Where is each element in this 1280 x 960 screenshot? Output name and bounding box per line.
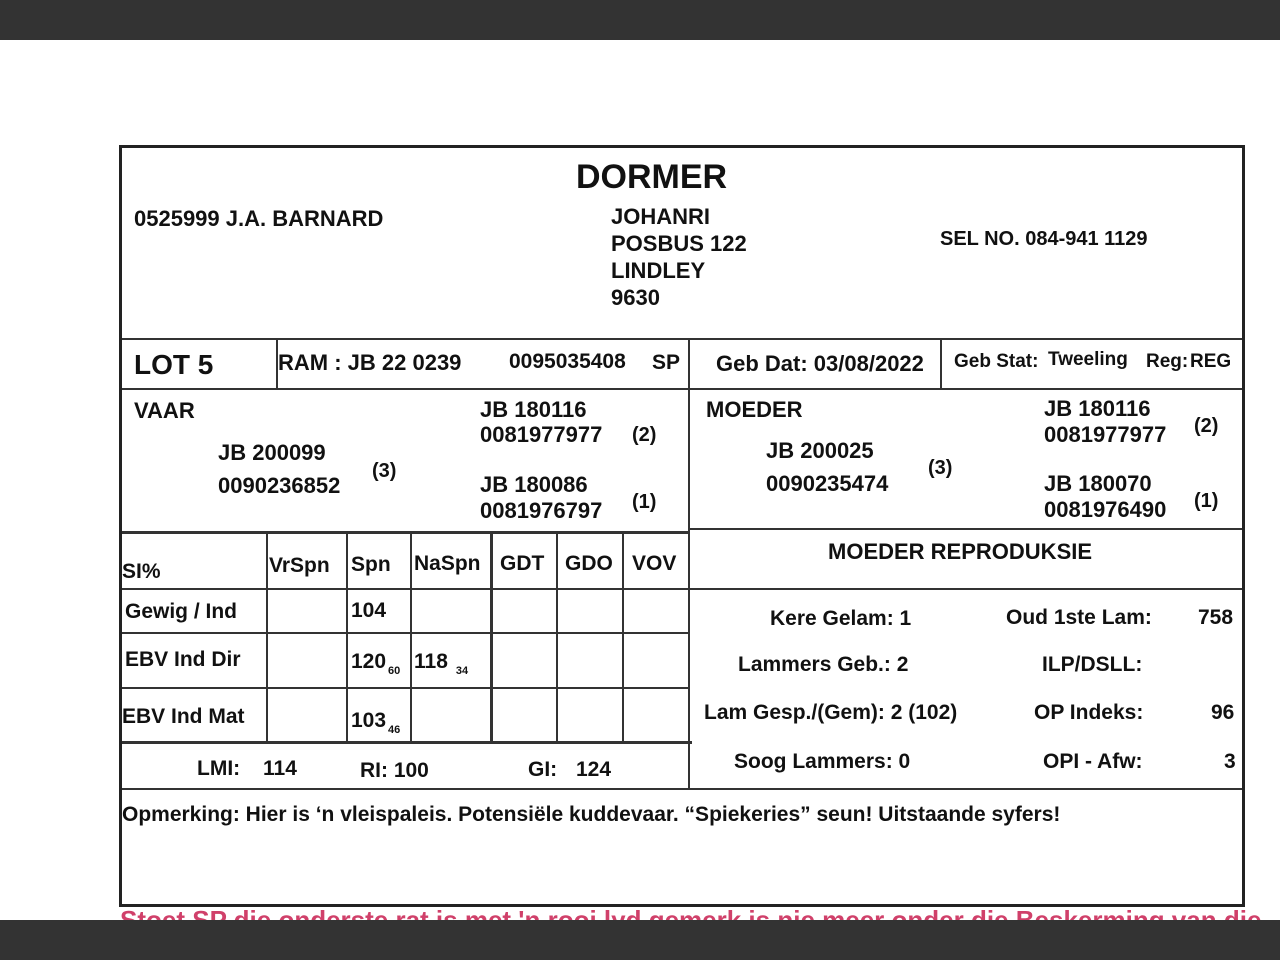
sire-dam-id: JB 180086 bbox=[480, 472, 588, 497]
oud-value: 758 bbox=[1198, 606, 1234, 629]
rule-lot bbox=[122, 388, 1242, 390]
bottom-dark-bar bbox=[0, 920, 1280, 960]
reproduction-title: MOEDER REPRODUKSIE bbox=[828, 539, 1093, 564]
table-header-spn: Spn bbox=[351, 553, 391, 576]
rule-remark bbox=[122, 788, 1242, 790]
rule-table-row2 bbox=[122, 632, 690, 634]
phone-number: SEL NO. 084-941 1129 bbox=[940, 228, 1148, 250]
ri-value: RI: 100 bbox=[360, 759, 429, 782]
op-value: 96 bbox=[1211, 701, 1235, 724]
rule-center bbox=[688, 338, 690, 788]
rule-col5 bbox=[556, 533, 558, 743]
rule-col2 bbox=[346, 533, 348, 743]
kere-gelam: Kere Gelam: 1 bbox=[770, 607, 912, 630]
address-line-4: 9630 bbox=[611, 285, 660, 310]
ilp-label: ILP/DSLL: bbox=[1042, 653, 1143, 676]
table-cell-spn-sub: 46 bbox=[388, 724, 401, 736]
oud-label: Oud 1ste Lam: bbox=[1006, 606, 1152, 629]
dam-sire-id: JB 180116 bbox=[1044, 396, 1151, 421]
sire-label: VAAR bbox=[134, 398, 195, 423]
birth-status-label: Geb Stat: bbox=[954, 351, 1039, 372]
rule-date-divider bbox=[940, 338, 942, 388]
address-line-2: POSBUS 122 bbox=[611, 231, 747, 256]
table-header-gdt: GDT bbox=[500, 552, 545, 575]
sire-id: JB 200099 bbox=[218, 440, 326, 465]
table-cell-spn-sub: 60 bbox=[388, 665, 401, 677]
sire-grade: (3) bbox=[372, 460, 397, 482]
lmi-label: LMI: bbox=[197, 757, 241, 780]
table-header-si: SI% bbox=[122, 560, 161, 583]
table-cell-spn: 104 bbox=[351, 599, 387, 622]
table-cell-spn: 120 $_{60}$ bbox=[351, 650, 401, 677]
dam-grade: (3) bbox=[928, 457, 953, 479]
table-cell-naspn-sub: 34 bbox=[455, 665, 469, 677]
op-label: OP Indeks: bbox=[1034, 701, 1144, 724]
sire-sire-grade: (2) bbox=[632, 424, 657, 446]
dam-sire-number: 0081977977 bbox=[1044, 422, 1167, 447]
rule-header bbox=[122, 338, 1242, 340]
rule-col6 bbox=[622, 533, 624, 743]
birth-date: Geb Dat: 03/08/2022 bbox=[716, 351, 924, 376]
cut-off-footer-text bbox=[120, 906, 1240, 920]
rule-table-row3-left bbox=[122, 687, 566, 689]
table-row-label: EBV Ind Dir bbox=[125, 648, 241, 671]
reg-label: Reg: bbox=[1146, 351, 1189, 372]
ram-number: 0095035408 bbox=[509, 350, 626, 373]
rule-col4 bbox=[490, 533, 493, 743]
rule-pedigree-right bbox=[690, 528, 1242, 530]
dam-number: 0090235474 bbox=[766, 471, 889, 496]
table-row-label: EBV Ind Mat bbox=[122, 705, 245, 728]
table-header-naspn: NaSpn bbox=[414, 552, 481, 575]
sire-sire-number: 0081977977 bbox=[480, 422, 603, 447]
dam-dam-grade: (1) bbox=[1194, 490, 1219, 512]
sire-dam-grade: (1) bbox=[632, 491, 657, 513]
soog-lammers: Soog Lammers: 0 bbox=[734, 750, 911, 773]
opi-label: OPI - Afw: bbox=[1043, 750, 1143, 773]
lam-gesp: Lam Gesp./(Gem): 2 (102) bbox=[704, 701, 958, 724]
lot-number: LOT 5 bbox=[134, 349, 214, 380]
dam-dam-id: JB 180070 bbox=[1044, 471, 1152, 496]
gi-value: 124 bbox=[576, 758, 612, 781]
table-header-vov: VOV bbox=[632, 552, 677, 575]
remark: Opmerking: Hier is ‘n vleispaleis. Potensiële kuddevaar. “Spiekeries” seun! Uitstaande syfers! bbox=[122, 803, 1061, 826]
lammers-geb: Lammers Geb.: 2 bbox=[738, 653, 909, 676]
reg-value: REG bbox=[1190, 351, 1232, 372]
breed-title: DORMER bbox=[576, 158, 728, 196]
table-row-label: Gewig / Ind bbox=[125, 600, 238, 623]
birth-status: Tweeling bbox=[1048, 349, 1128, 370]
table-cell-naspn: 118 $_{34}$ bbox=[414, 650, 469, 677]
sale-catalogue-card bbox=[119, 145, 1245, 907]
gi-label: GI: bbox=[528, 758, 558, 781]
rule-table-top bbox=[122, 531, 690, 534]
lmi-value: 114 bbox=[263, 757, 297, 780]
owner-name: 0525999 J.A. BARNARD bbox=[134, 206, 384, 231]
sire-dam-number: 0081976797 bbox=[480, 498, 603, 523]
rule-col1 bbox=[266, 533, 268, 743]
dam-id: JB 200025 bbox=[766, 438, 874, 463]
sire-number: 0090236852 bbox=[218, 473, 341, 498]
ram-code: SP bbox=[652, 351, 681, 374]
dam-sire-grade: (2) bbox=[1194, 415, 1219, 437]
address-line-3: LINDLEY bbox=[611, 258, 706, 283]
opi-value: 3 bbox=[1224, 750, 1236, 773]
dam-label: MOEDER bbox=[706, 397, 803, 422]
sire-sire-id: JB 180116 bbox=[480, 397, 587, 422]
dam-dam-number: 0081976490 bbox=[1044, 497, 1167, 522]
rule-col3 bbox=[410, 533, 412, 743]
address-line-1: JOHANRI bbox=[611, 204, 711, 229]
table-header-vrspn: VrSpn bbox=[269, 554, 330, 577]
ram-id: RAM : JB 22 0239 bbox=[278, 350, 462, 375]
rule-table-row1 bbox=[122, 588, 690, 590]
rule-table-row3-right bbox=[566, 687, 690, 689]
rule-repro-title bbox=[690, 588, 1242, 590]
rule-table-bottom bbox=[122, 741, 692, 744]
table-header-gdo: GDO bbox=[565, 552, 613, 575]
table-cell-spn: 103 $_{46}$ bbox=[351, 709, 401, 736]
top-dark-bar bbox=[0, 0, 1280, 40]
